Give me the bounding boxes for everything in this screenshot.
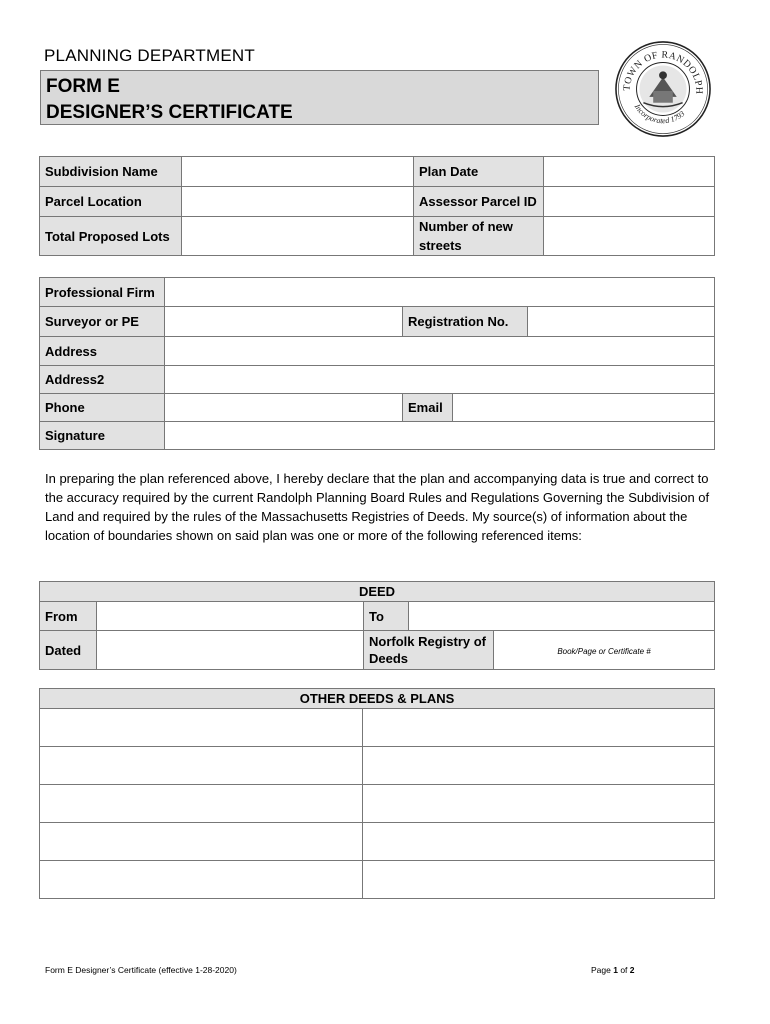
subdivision-table xyxy=(39,156,715,256)
registration-field[interactable] xyxy=(528,307,715,337)
page-of: of xyxy=(617,965,630,975)
deed-dated-label: Dated xyxy=(40,631,97,670)
book-page-field[interactable] xyxy=(494,631,715,670)
seal-text-bottom: Incorporated 1793 xyxy=(632,102,687,126)
plan-date-label: Plan Date xyxy=(414,157,544,187)
new-streets-field[interactable] xyxy=(544,217,715,256)
other-deeds-cell[interactable] xyxy=(40,861,363,899)
other-deeds-cell[interactable] xyxy=(363,747,715,785)
other-deeds-title: OTHER DEEDS & PLANS xyxy=(40,689,715,709)
other-deeds-cell[interactable] xyxy=(363,785,715,823)
surveyor-label: Surveyor or PE xyxy=(40,307,165,337)
address-label: Address xyxy=(40,337,165,366)
total-lots-label: Total Proposed Lots xyxy=(40,217,182,256)
address2-field[interactable] xyxy=(165,366,715,394)
professional-firm-field[interactable] xyxy=(165,278,715,307)
assessor-parcel-field[interactable] xyxy=(544,187,715,217)
footer-form-info: Form E Designer’s Certificate (effective 1-28-2020) xyxy=(45,965,237,975)
deed-from-field[interactable] xyxy=(97,602,364,631)
surveyor-field[interactable] xyxy=(165,307,403,337)
subdivision-name-label: Subdivision Name xyxy=(40,157,182,187)
page-current: 1 xyxy=(613,965,618,975)
total-lots-field[interactable] xyxy=(182,217,414,256)
seal-emblem xyxy=(639,65,686,112)
form-name: FORM E xyxy=(46,76,120,97)
address2-label: Address2 xyxy=(40,366,165,394)
deed-title: DEED xyxy=(40,582,715,602)
deed-to-label: To xyxy=(364,602,409,631)
other-deeds-cell[interactable] xyxy=(363,823,715,861)
other-deeds-cell[interactable] xyxy=(40,709,363,747)
page-total: 2 xyxy=(629,965,635,975)
registration-label: Registration No. xyxy=(403,307,528,337)
parcel-location-field[interactable] xyxy=(182,187,414,217)
other-deeds-table xyxy=(39,688,715,899)
email-label: Email xyxy=(403,394,453,422)
parcel-location-label: Parcel Location xyxy=(40,187,182,217)
other-deeds-cell[interactable] xyxy=(40,747,363,785)
assessor-parcel-label: Assessor Parcel ID xyxy=(414,187,544,217)
other-deeds-cell[interactable] xyxy=(40,785,363,823)
professional-table xyxy=(39,277,715,450)
other-deeds-cell[interactable] xyxy=(363,861,715,899)
deed-to-field[interactable] xyxy=(409,602,715,631)
seal-text-top: TOWN OF RANDOLPH xyxy=(621,49,705,95)
address-field[interactable] xyxy=(165,337,715,366)
plan-date-field[interactable] xyxy=(544,157,715,187)
footer-page-number xyxy=(591,965,635,975)
phone-field[interactable] xyxy=(165,394,403,422)
new-streets-label: Number of new streets xyxy=(414,217,544,256)
norfolk-registry-label: Norfolk Registry of Deeds xyxy=(364,631,494,670)
book-page-hint: Book/Page or Certificate # xyxy=(557,647,651,656)
other-deeds-cell[interactable] xyxy=(363,709,715,747)
form-title: DESIGNER’S CERTIFICATE xyxy=(46,102,293,123)
deed-table xyxy=(39,581,715,670)
deed-dated-field[interactable] xyxy=(97,631,364,670)
form-title-box xyxy=(40,70,599,125)
page-prefix: Page xyxy=(591,965,614,975)
town-seal-logo xyxy=(614,40,712,138)
declaration-text: In preparing the plan referenced above, I hereby declare that the plan and accompanying data is true and correct to the accuracy required by the current Randolph Planning Board Rules and Regulations Governing the Subdivision of Land and required by the rules of the Massachusetts Registries of Deeds. My source(s) of information about the location of boundaries shown on said plan was one or more of the following referenced items: xyxy=(45,471,710,543)
professional-firm-label: Professional Firm xyxy=(40,278,165,307)
deed-from-label: From xyxy=(40,602,97,631)
signature-label: Signature xyxy=(40,422,165,450)
department-heading: PLANNING DEPARTMENT xyxy=(44,46,255,65)
subdivision-name-field[interactable] xyxy=(182,157,414,187)
other-deeds-cell[interactable] xyxy=(40,823,363,861)
phone-label: Phone xyxy=(40,394,165,422)
email-field[interactable] xyxy=(453,394,715,422)
signature-field[interactable] xyxy=(165,422,715,450)
